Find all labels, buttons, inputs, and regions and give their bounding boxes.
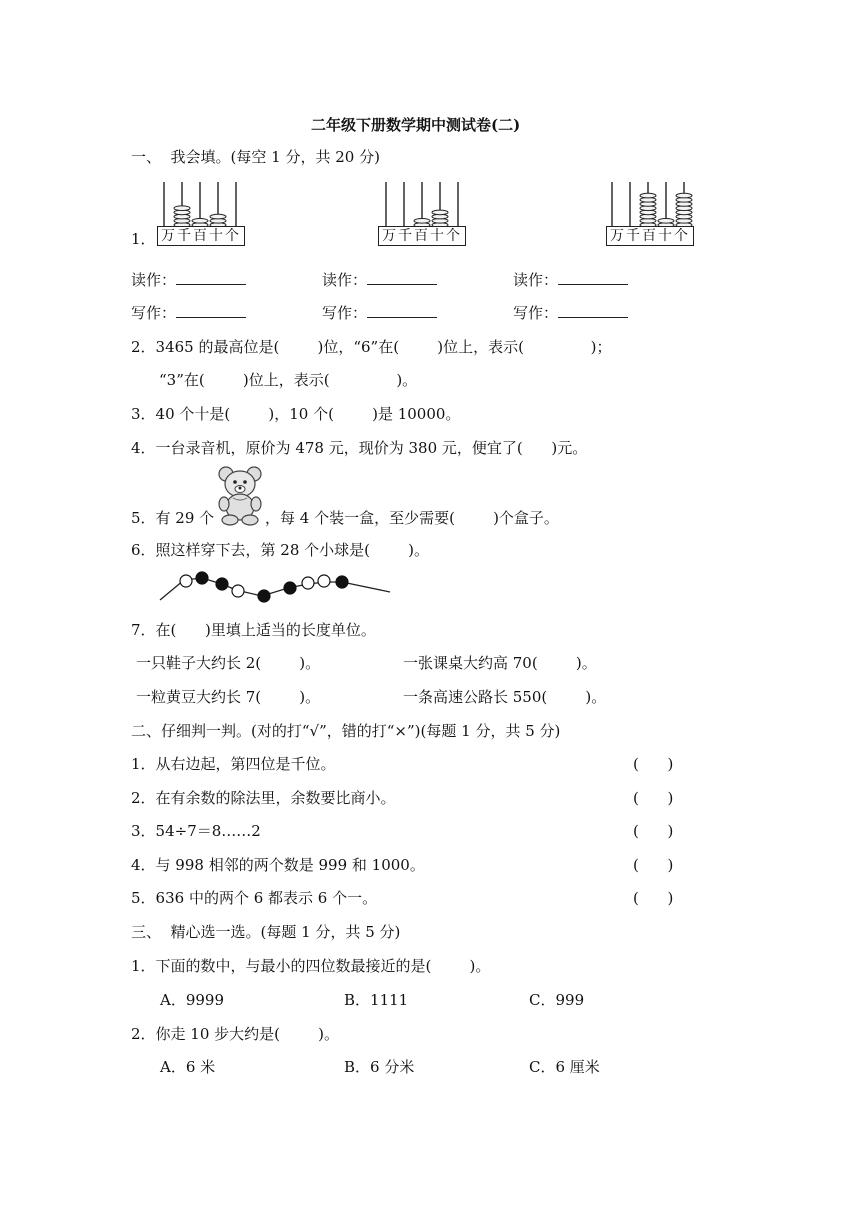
choice-q2-option-b[interactable]: B．6 分米 [344,1058,415,1076]
write-as-3-blank[interactable] [558,303,628,318]
q4: 4．一台录音机，原价为 478 元，现价为 380 元，便宜了( )元。 [131,439,588,457]
section3-heading: 三、 精心选一选。(每题 1 分，共 5 分) [131,923,401,941]
choice-q2-option-a[interactable]: A．6 米 [160,1058,216,1076]
bead-string-line [160,578,390,600]
section1-heading: 一、 我会填。(每空 1 分，共 20 分) [131,148,380,166]
q5-part2: ，每 4 个装一盒，至少需要( )个盒子。 [265,509,559,527]
bead-black [336,576,348,588]
judge-answer-5[interactable]: ( ) [633,889,674,907]
q1-number: 1． [131,230,156,248]
q7-c: 一粒黄豆大约长 7( )。 [136,688,321,706]
judge-answer-4[interactable]: ( ) [633,856,674,874]
read-as-2: 读作： [322,270,437,290]
read-as-1: 读作： [131,270,246,290]
bead-string-figure [158,570,394,606]
judge-answer-2[interactable]: ( ) [633,789,674,807]
bead-black [284,582,296,594]
judge-item-4: 4．与 998 相邻的两个数是 999 和 1000。 [131,856,425,874]
read-as-2-blank[interactable] [367,270,437,285]
choice-q1-option-a[interactable]: A．9999 [160,991,225,1009]
abacus-bead [210,214,226,219]
judge-item-2: 2．在有余数的除法里，余数要比商小。 [131,789,396,807]
write-as-1-blank[interactable] [176,303,246,318]
bead-white [232,585,244,597]
choice-q2: 2．你走 10 步大约是( )。 [131,1025,340,1043]
abacus-1-place-labels: 万千百十个 [157,226,245,246]
judge-item-3: 3．54÷7＝8……2 [131,822,261,840]
choice-q1-option-c[interactable]: C．999 [529,991,585,1009]
q3: 3．40 个十是( )，10 个( )是 10000。 [131,405,461,423]
page-title: 二年级下册数学期中测试卷(二) [311,116,521,134]
abacus-bead [174,206,190,211]
judge-item-5: 5．636 中的两个 6 都表示 6 个一。 [131,889,378,907]
bead-white [180,575,192,587]
q2-line1: 2．3465 的最高位是( )位，“6”在( )位上，表示( )； [131,338,612,356]
bead-black [196,572,208,584]
bead-black [258,590,270,602]
q6: 6．照这样穿下去，第 28 个小球是( )。 [131,541,430,559]
abacus-bead [676,193,692,198]
q5-part1: 5．有 29 个 [131,509,215,527]
write-as-1: 写作： [131,303,246,323]
read-as-1-blank[interactable] [176,270,246,285]
section2-heading: 二、仔细判一判。(对的打“√”，错的打“×”)(每题 1 分，共 5 分) [131,722,561,740]
abacus-bead [432,210,448,215]
read-as-3-blank[interactable] [558,270,628,285]
q7: 7．在( )里填上适当的长度单位。 [131,621,376,639]
teddy-bear-icon [215,464,265,526]
choice-q1-option-b[interactable]: B．1111 [344,991,409,1009]
abacus-3-place-labels: 万千百十个 [606,226,694,246]
q2-line2: “3”在( )位上，表示( )。 [159,371,418,389]
write-as-2: 写作： [322,303,437,323]
choice-q1: 1．下面的数中，与最小的四位数最接近的是( )。 [131,957,491,975]
abacus-bead [658,219,674,224]
read-as-3: 读作： [513,270,628,290]
q7-b: 一张课桌大约高 70( )。 [403,654,597,672]
write-as-2-blank[interactable] [367,303,437,318]
bead-white [302,577,314,589]
abacus-bead [414,219,430,224]
bead-white [318,575,330,587]
abacus-bead [192,219,208,224]
judge-item-1: 1．从右边起，第四位是千位。 [131,755,336,773]
abacus-bead [640,193,656,198]
bead-black [216,578,228,590]
choice-q2-option-c[interactable]: C．6 厘米 [529,1058,600,1076]
judge-answer-1[interactable]: ( ) [633,755,674,773]
judge-answer-3[interactable]: ( ) [633,822,674,840]
write-as-3: 写作： [513,303,628,323]
q7-d: 一条高速公路长 550( )。 [403,688,607,706]
q7-a: 一只鞋子大约长 2( )。 [136,654,321,672]
abacus-2-place-labels: 万千百十个 [378,226,466,246]
